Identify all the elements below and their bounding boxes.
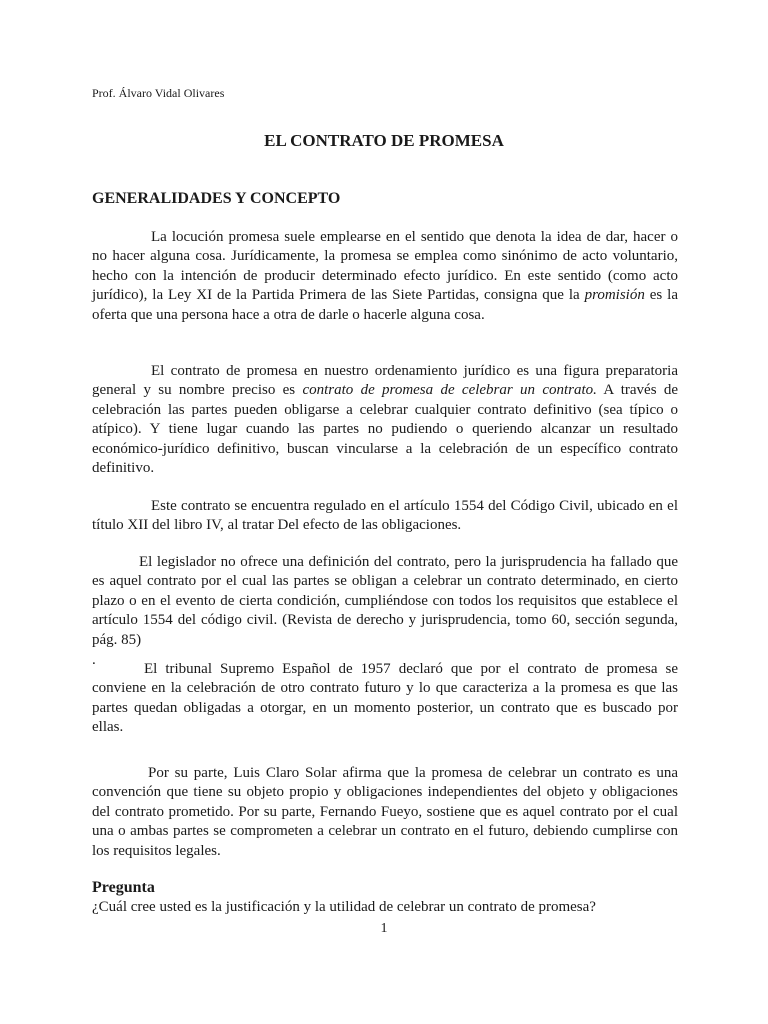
question-text: ¿Cuál cree usted es la justificación y la utilidad de celebrar un contrato de promesa? bbox=[92, 899, 596, 915]
question-heading: Pregunta bbox=[92, 879, 155, 896]
author-line: Prof. Álvaro Vidal Olivares bbox=[92, 86, 225, 100]
paragraph-text: A través de celebración las partes pueden obligarse a celebrar cualquier contrato definitivo (sea típico o atípico). Y tiene lugar cuando las partes no pudiendo o queriendo alcanzar un resultado económico-jurídico definitivo, buscan vincularse a la celebración de un específico contrato definitivo. bbox=[92, 382, 678, 477]
stray-period: . bbox=[92, 652, 96, 668]
italic-term-contrato: contrato de promesa de celebrar un contrato. bbox=[302, 382, 597, 399]
italic-term-promision: promisión bbox=[584, 287, 645, 304]
paragraph-jurisprudencia: El legislador no ofrece una definición del contrato, pero la jurisprudencia ha fallado que es aquel contrato por el cual las partes se obligan a celebrar un contrato determinado, en cierto plazo o en el evento de cierta condición, cumpliéndose con todos los requisitos que establece el artículo 1554 del código civil. (Revista de derecho y jurisprudencia, tomo 60, sección segunda, pág. 85) bbox=[92, 554, 678, 648]
paragraph-claro-solar: Por su parte, Luis Claro Solar afirma que la promesa de celebrar un contrato es una convención que tiene su objeto propio y obligaciones independientes del objeto y obligaciones del contrato prometido. Por su parte, Fernando Fueyo, sostiene que es aquel contrato por el cual una o ambas partes se comprometen a celebrar un contrato en el futuro, debiendo cumplirse con los requisitos legales. bbox=[92, 765, 678, 859]
section-heading: GENERALIDADES Y CONCEPTO bbox=[92, 190, 341, 207]
paragraph-text: es la oferta que una persona hace a otra de darle o hacerle alguna cosa. bbox=[92, 287, 678, 323]
page-number: 1 bbox=[380, 921, 388, 936]
paragraph-regulacion: Este contrato se encuentra regulado en el artículo 1554 del Código Civil, ubicado en el título XII del libro IV, al tratar Del efecto de las obligaciones. bbox=[92, 498, 678, 534]
paragraph-tribunal-supremo: El tribunal Supremo Español de 1957 declaró que por el contrato de promesa se conviene en la celebración de otro contrato futuro y lo que caracteriza a la promesa es que las partes quedan obligadas a otorgar, en un momento posterior, un contrato que es buscado por ellas. bbox=[92, 661, 678, 736]
paragraph-text: El contrato de promesa en nuestro ordenamiento jurídico es una figura preparatoria general y su nombre preciso es bbox=[92, 363, 678, 399]
paragraph-contrato-promesa bbox=[92, 362, 678, 478]
paragraph-promesa-locucion bbox=[92, 228, 678, 325]
paragraph-text: La locución promesa suele emplearse en el sentido que denota la idea de dar, hacer o no hacer alguna cosa. Jurídicamente, la promesa se emplea como sinónimo de acto voluntario, hecho con la intención de producir determinado efecto jurídico. En este sentido (como acto jurídico), la Ley XI de la Partida Primera de las Siete Partidas, consigna que la bbox=[92, 229, 678, 304]
document-title: EL CONTRATO DE PROMESA bbox=[264, 131, 504, 150]
